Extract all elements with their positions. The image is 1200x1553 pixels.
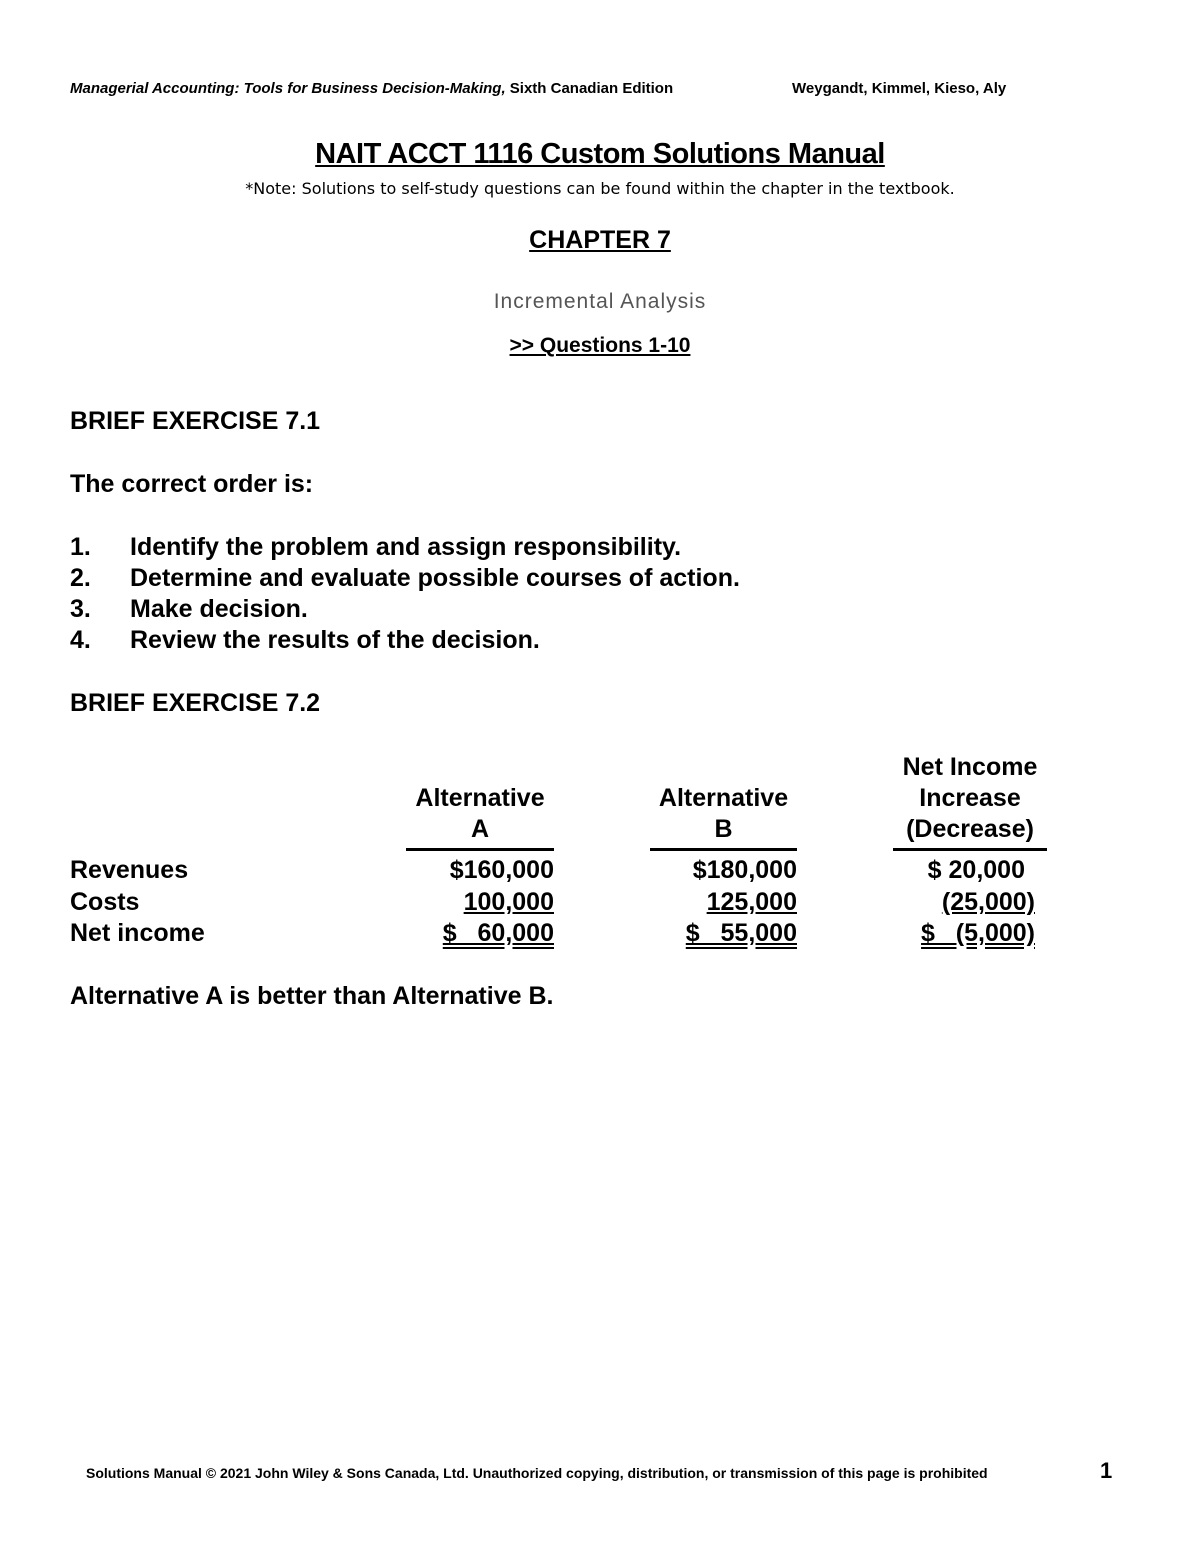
column-header-alternative-a	[406, 752, 554, 851]
row-label-revenues: Revenues	[70, 856, 189, 884]
row-label-net-income: Net income	[70, 919, 205, 947]
step-number: 3.	[70, 595, 91, 623]
cell-costs-a: 100,000	[463, 888, 554, 916]
cell-revenues-change: $ 20,000	[927, 856, 1025, 884]
cell-net-income-change: $ (5,000)	[921, 919, 1035, 947]
column-header-line: Net Income	[902, 753, 1038, 781]
copyright-footer: Solutions Manual © 2021 John Wiley & Sons Canada, Ltd. Unauthorized copying, distribution, or transmission of this page is prohibited	[86, 1465, 988, 1481]
cell-costs-b: 125,000	[706, 888, 797, 916]
row-label-costs: Costs	[70, 888, 140, 916]
column-header-line	[650, 752, 797, 783]
exercise-7-1-heading: BRIEF EXERCISE 7.1	[70, 407, 321, 435]
exercise-7-2-conclusion: Alternative A is better than Alternative B.	[70, 982, 554, 1010]
column-header-line	[406, 752, 554, 783]
self-study-note: *Note: Solutions to self-study questions can be found within the chapter in the textbook.	[245, 179, 955, 198]
cell-net-income-b: $ 55,000	[685, 919, 797, 947]
column-header-line: Alternative	[658, 784, 789, 812]
cell-revenues-a: $160,000	[449, 856, 554, 884]
column-header-line: (Decrease)	[906, 815, 1034, 843]
running-header-authors: Weygandt, Kimmel, Kieso, Aly	[792, 80, 1007, 97]
book-title: Managerial Accounting: Tools for Business Decision-Making,	[70, 80, 506, 97]
chapter-heading: CHAPTER 7	[529, 226, 671, 254]
list-item	[70, 563, 740, 594]
column-header-line: Increase	[919, 784, 1021, 812]
cell-revenues-b: $180,000	[692, 856, 797, 884]
document-title: NAIT ACCT 1116 Custom Solutions Manual	[315, 138, 885, 170]
column-header-net-income-change	[893, 752, 1047, 851]
cell-net-income-a: $ 60,000	[442, 919, 554, 947]
list-item	[70, 532, 740, 563]
page-number: 1	[1100, 1458, 1113, 1483]
step-number: 4.	[70, 626, 91, 654]
list-item	[70, 594, 740, 625]
questions-link[interactable]: >> Questions 1-10	[509, 334, 691, 357]
step-text: Review the results of the decision.	[130, 626, 540, 654]
step-text: Make decision.	[130, 595, 308, 623]
running-header-book-title	[70, 80, 673, 97]
column-header-line: Alternative	[415, 784, 545, 812]
decision-steps-list	[70, 532, 740, 656]
step-text: Identify the problem and assign responsibility.	[130, 533, 682, 561]
step-text: Determine and evaluate possible courses of action.	[130, 564, 740, 592]
step-number: 1.	[70, 533, 91, 561]
list-item	[70, 625, 740, 656]
exercise-7-2-heading: BRIEF EXERCISE 7.2	[70, 689, 321, 717]
chapter-subtitle: Incremental Analysis	[493, 290, 707, 313]
book-edition: Sixth Canadian Edition	[505, 80, 674, 97]
column-header-alternative-b	[650, 752, 797, 851]
exercise-7-1-intro: The correct order is:	[70, 470, 314, 498]
step-number: 2.	[70, 564, 91, 592]
cell-costs-change: (25,000)	[941, 888, 1035, 916]
column-header-line: A	[470, 815, 490, 843]
column-header-line: B	[714, 815, 733, 843]
